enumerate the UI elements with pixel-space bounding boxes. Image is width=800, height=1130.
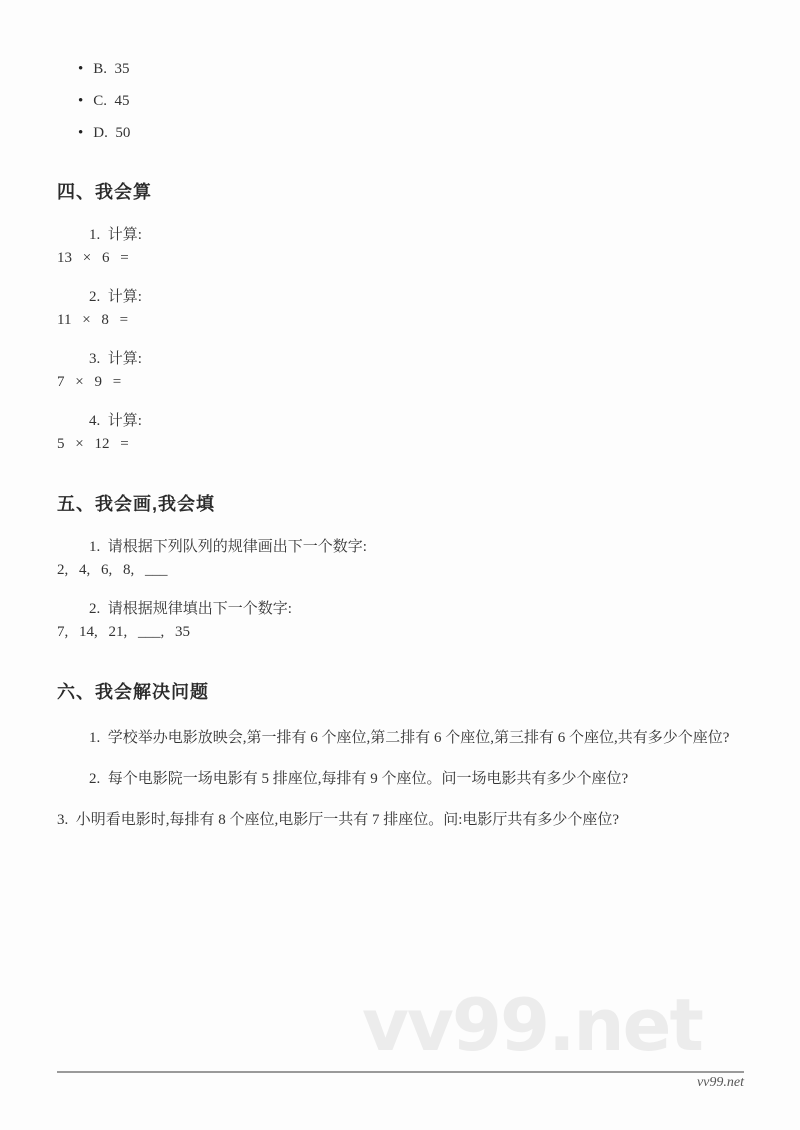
calc-prompt: 3. 计算: (89, 351, 142, 367)
section-draw-fill (57, 494, 744, 641)
footer-site-label: vv99.net (696, 1075, 744, 1090)
section-five-heading: 五、我会画,我会填 (57, 494, 216, 514)
word-problem-3: 3. 小明看电影时,每排有 8 个座位,电影厅一共有 7 排座位。问:电影厅共有多少个座位? (57, 812, 620, 828)
bullet-icon: • (78, 61, 84, 77)
list-item (78, 94, 744, 109)
calc-item (57, 289, 744, 329)
option-b-label: B. 35 (93, 61, 130, 77)
sequence-item (57, 601, 744, 641)
section-four-heading: 四、我会算 (57, 182, 152, 202)
footer-divider (57, 1071, 744, 1073)
calc-equation: 5 × 12 = (57, 436, 129, 452)
sequence-prompt: 1. 请根据下列队列的规律画出下一个数字: (89, 539, 367, 555)
bullet-icon: • (78, 125, 84, 141)
sequence-blank-line: 7, 14, 21, ___, 35 (57, 624, 190, 640)
calc-prompt: 4. 计算: (89, 413, 142, 429)
sequence-item (57, 539, 744, 579)
calc-equation: 13 × 6 = (57, 250, 129, 266)
list-item (78, 126, 744, 141)
calc-prompt: 2. 计算: (89, 289, 142, 305)
calc-prompt: 1. 计算: (89, 227, 142, 243)
bullet-icon: • (78, 93, 84, 109)
option-d-label: D. 50 (93, 125, 131, 141)
calc-item (57, 351, 744, 391)
calc-item (57, 413, 744, 453)
watermark-text: vv99.net (362, 983, 702, 1067)
sequence-prompt: 2. 请根据规律填出下一个数字: (89, 601, 292, 617)
option-c-label: C. 45 (93, 93, 130, 109)
calc-item (57, 227, 744, 267)
section-word-problems (57, 682, 744, 832)
word-problem-2: 2. 每个电影院一场电影有 5 排座位,每排有 9 个座位。问一场电影共有多少个座位? (89, 771, 629, 787)
section-six-heading: 六、我会解决问题 (57, 682, 209, 702)
calc-equation: 11 × 8 = (57, 312, 129, 328)
answer-options-list (57, 62, 744, 141)
page-footer (57, 1071, 744, 1092)
list-item (78, 62, 744, 77)
section-calculation (57, 182, 744, 453)
calc-equation: 7 × 9 = (57, 374, 122, 390)
word-problem-1: 1. 学校举办电影放映会,第一排有 6 个座位,第二排有 6 个座位,第三排有 6 个座位,共有多少个座位? (89, 730, 730, 746)
sequence-blank-line: 2, 4, 6, 8, ___ (57, 562, 168, 578)
